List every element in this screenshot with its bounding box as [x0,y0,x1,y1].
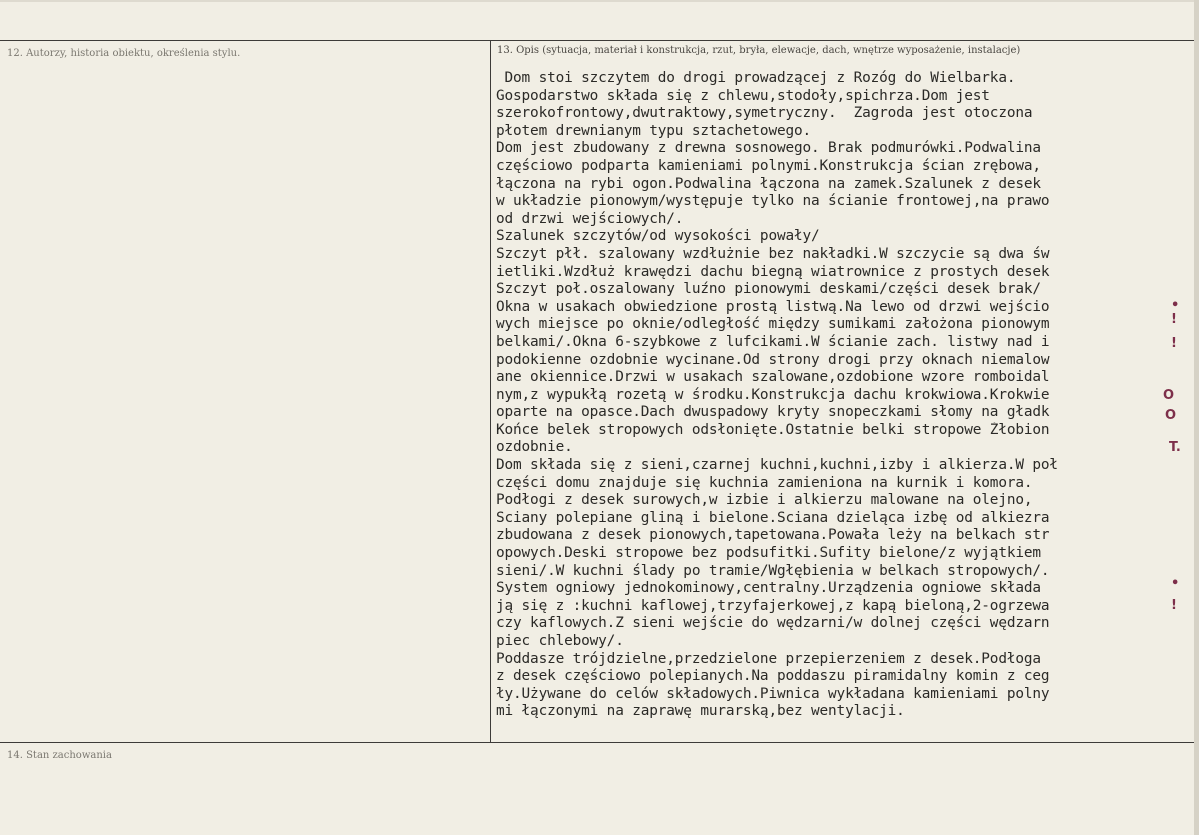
description-line: częściowo podparta kamieniami polnymi.Konstrukcja ścian zrębowa, [496,157,1041,174]
description-line: wych miejsce po oknie/odległość między sumikami założona pionowym [496,316,1050,333]
description-line: Dom stoi szczytem do drogi prowadzącej z Rozóg do Wielbarka. [496,70,1016,86]
description-line: System ogniowy jednokominowy,centralny.Urządzenia ogniowe składa [496,580,1041,597]
description-line: łączona na rybi ogon.Podwalina łączona na zamek.Szalunek z desek [496,175,1041,192]
description-line: płotem drewnianym typu sztachetowego. [496,122,812,139]
typed-description [496,70,1190,721]
description-line: czy kaflowych.Z sieni wejście do wędzarni/w dolnej części wędzarn [496,615,1050,632]
description-line: Poddasze trójdzielne,przedzielone przepierzeniem z desek.Podłoga [496,650,1041,667]
description-line: od drzwi wejściowych/. [496,210,684,227]
description-line: nym,z wypukłą rozetą w środku.Konstrukcja dachu krokwiowa.Krokwie [496,386,1050,403]
description-line: ły.Używane do celów składowych.Piwnica wykładana kamieniami polny [496,685,1050,702]
frame-column-divider [490,40,491,742]
description-line: części domu znajduje się kuchnia zamieniona na kurnik i komora. [496,474,1033,491]
description-line: ozdobnie. [496,439,573,456]
description-line: ietliki.Wzdłuż krawędzi dachu biegną wiatrownice z prostych desek [496,263,1050,280]
margin-mark: • [1171,298,1180,313]
description-line: z desek częściowo polepianych.Na poddaszu piramidalny komin z ceg [496,668,1050,685]
description-line: Szczyt płł. szalowany wzdłużnie bez nakładki.W szczycie są dwa św [496,245,1050,262]
description-line: Szczyt poł.oszalowany luźno pionowymi deskami/części desek brak/ [496,281,1041,298]
section-12-header: 12. Autorzy, historia obiektu, określenia stylu. [7,48,241,59]
description-line: piec chlebowy/. [496,633,624,649]
description-line: belkami/.Okna 6-szybkowe z lufcikami.W ścianie zach. listwy nad i [496,333,1050,350]
description-line: Okna w usakach obwiedzione prostą listwą.Na lewo od drzwi wejścio [496,298,1050,315]
margin-mark: • [1171,576,1180,591]
section-13-header: 13. Opis (sytuacja, materiał i konstrukcja, rzut, bryła, elewacje, dach, wnętrze wyposażenie, instalacje) [497,45,1021,56]
description-line: zbudowana z desek pionowych,tapetowana.Powała leży na belkach str [496,527,1050,544]
margin-mark: T. [1169,440,1181,455]
margin-mark: O [1165,408,1177,423]
margin-mark: O [1163,388,1175,403]
margin-mark: ! [1171,312,1177,327]
frame-bottom-line [0,742,1199,743]
description-line: w układzie pionowym/występuje tylko na ścianie frontowej,na prawo [496,193,1050,210]
paper-edge-right [1194,0,1199,835]
description-line: opowych.Deski stropowe bez podsufitki.Sufity bielone/z wyjątkiem [496,545,1041,562]
description-line: podokienne ozdobnie wycinane.Od strony drogi przy oknach niemalow [496,351,1050,368]
description-line: szerokofrontowy,dwutraktowy,symetryczny. Zagroda jest otoczona [496,105,1033,122]
description-line: Podłogi z desek surowych,w izbie i alkierzu malowane na olejno, [496,492,1033,509]
description-line: Sciany polepiane gliną i bielone.Sciana dzieląca izbę od alkiezra [496,509,1050,526]
section-14-header: 14. Stan zachowania [7,750,112,761]
description-line: mi łączonymi na zaprawę murarską,bez wentylacji. [496,703,905,720]
margin-mark: ! [1171,336,1177,351]
description-line: Końce belek stropowych odsłonięte.Ostatnie belki stropowe Żłobion [496,421,1050,438]
description-line: Gospodarstwo składa się z chlewu,stodoły,spichrza.Dom jest [496,87,990,104]
description-line: Szalunek szczytów/od wysokości powały/ [496,228,820,245]
description-line: ane okiennice.Drzwi w usakach szalowane,ozdobione wzore romboidal [496,369,1050,386]
description-line: Dom składa się z sieni,czarnej kuchni,kuchni,izby i alkierza.W poł [496,457,1058,474]
description-line: oparte na opasce.Dach dwuspadowy kryty snopeczkami słomy na gładk [496,404,1050,421]
description-line: sieni/.W kuchni ślady po tramie/Wgłębienia w belkach stropowych/. [496,562,1050,579]
description-line: Dom jest zbudowany z drewna sosnowego. Brak podmurówki.Podwalina [496,140,1041,157]
frame-top-line [0,40,1199,41]
margin-mark: ! [1171,598,1177,613]
paper-edge-top [0,0,1199,2]
description-line: ją się z :kuchni kaflowej,trzyfajerkowej,z kapą bieloną,2-ogrzewa [496,597,1050,614]
